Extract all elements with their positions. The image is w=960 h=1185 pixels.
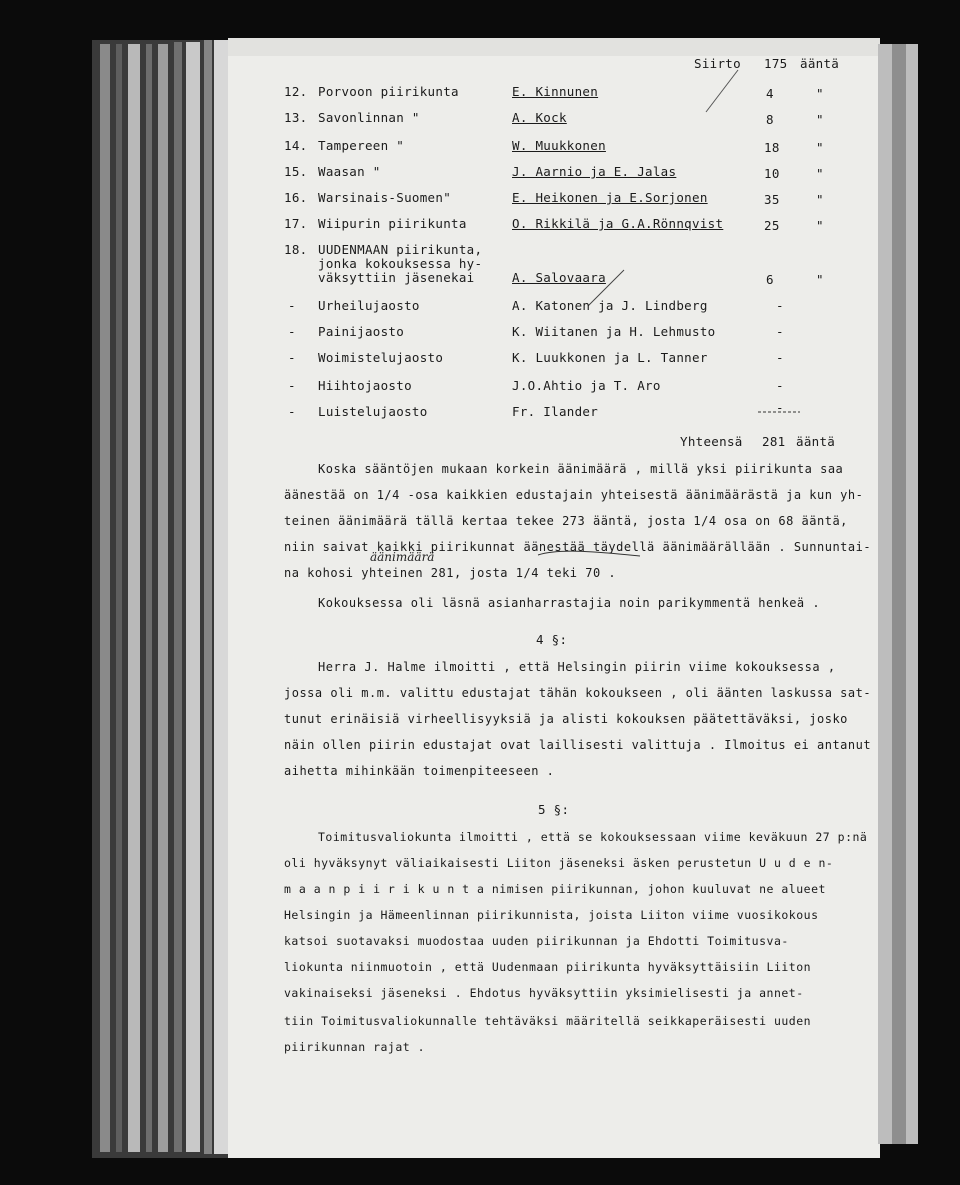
row-number: 14. xyxy=(284,138,308,153)
text-line: teinen äänimäärä tällä kertaa tekee 273 ääntä, josta 1/4 osa on 68 ääntä, xyxy=(284,514,848,528)
text-line: Helsingin ja Hämeenlinnan piirikunnista, joista Liiton viime vuosikokous xyxy=(284,908,819,922)
row-representative: E. Heikonen ja E.Sorjonen xyxy=(512,190,708,205)
row-ditto: " xyxy=(816,272,824,287)
row-representative: Fr. Ilander xyxy=(512,404,599,419)
row-votes: 25 xyxy=(764,218,780,233)
row-ditto: " xyxy=(816,218,824,233)
row-votes: 35 xyxy=(764,192,780,207)
row-organization-line1: UUDENMAAN piirikunta, xyxy=(318,242,483,257)
row-number: 18. xyxy=(284,242,308,257)
total-unit: ääntä xyxy=(796,434,836,449)
row-ditto: " xyxy=(816,140,824,155)
row-number: 16. xyxy=(284,190,308,205)
row-representative: A. Katonen ja J. Lindberg xyxy=(512,298,708,313)
row-organization: Painijaosto xyxy=(318,324,405,339)
text-line: äänestää on 1/4 -osa kaikkien edustajain yhteisestä äänimäärästä ja kun yh- xyxy=(284,488,864,502)
row-representative: K. Wiitanen ja H. Lehmusto xyxy=(512,324,716,339)
section-heading-4: 4 §: xyxy=(536,632,568,647)
text-line: na kohosi yhteinen 281, josta 1/4 teki 70 . xyxy=(284,566,617,580)
row-dash: - xyxy=(288,404,296,419)
text-line: Koska sääntöjen mukaan korkein äänimäärä , millä yksi piirikunta saa xyxy=(318,462,844,476)
text-line: Toimitusvaliokunta ilmoitti , että se kokouksessaan viime keväkuun 27 p:nä xyxy=(318,830,868,844)
row-number: 12. xyxy=(284,84,308,99)
row-organization: Urheilujaosto xyxy=(318,298,420,313)
row-representative: W. Muukkonen xyxy=(512,138,606,153)
row-ditto: " xyxy=(816,86,824,101)
handwritten-correction: äänimäärä xyxy=(370,550,435,564)
row-representative: O. Rikkilä ja G.A.Rönnqvist xyxy=(512,216,724,231)
row-votes: 10 xyxy=(764,166,780,181)
row-representative: J.O.Ahtio ja T. Aro xyxy=(512,378,661,393)
row-votes: - xyxy=(776,324,784,339)
row-representative: A. Kock xyxy=(512,110,567,125)
row-ditto: " xyxy=(816,112,824,127)
row-votes: - xyxy=(776,378,784,393)
row-organization: Porvoon piirikunta xyxy=(318,84,459,99)
row-representative: E. Kinnunen xyxy=(512,84,599,99)
text-line: vakinaiseksi jäseneksi . Ehdotus hyväksyttiin yksimielisesti ja annet- xyxy=(284,986,804,1000)
row-number: 17. xyxy=(284,216,308,231)
text-line: katsoi suotavaksi muodostaa uuden piirikunnan ja Ehdotti Toimitusva- xyxy=(284,934,789,948)
text-line: liokunta niinmuotoin , että Uudenmaan piirikunta hyväksyttäisiin Liiton xyxy=(284,960,812,974)
row-ditto: " xyxy=(816,192,824,207)
row-organization: Woimistelujaosto xyxy=(318,350,444,365)
row-representative: A. Salovaara xyxy=(512,270,606,285)
row-representative: J. Aarnio ja E. Jalas xyxy=(512,164,677,179)
row-organization: Warsinais-Suomen" xyxy=(318,190,452,205)
row-number: 13. xyxy=(284,110,308,125)
section-heading-5: 5 §: xyxy=(538,802,570,817)
row-dash: - xyxy=(288,350,296,365)
total-value: 281 xyxy=(762,434,786,449)
row-representative: K. Luukkonen ja L. Tanner xyxy=(512,350,708,365)
row-organization: Tampereen " xyxy=(318,138,405,153)
row-votes: 18 xyxy=(764,140,780,155)
row-organization: Wiipurin piirikunta xyxy=(318,216,467,231)
row-organization-line2: jonka kokouksessa hy- xyxy=(318,256,483,271)
row-organization-line3: väksyttiin jäsenekai xyxy=(318,270,475,285)
row-votes: - xyxy=(776,400,784,415)
row-organization: Hiihtojaosto xyxy=(318,378,412,393)
row-dash: - xyxy=(288,378,296,393)
siirto-total: 175 xyxy=(764,56,788,71)
row-organization: Savonlinnan " xyxy=(318,110,420,125)
text-line: m a a n p i i r i k u n t a nimisen piirikunnan, johon kuuluvat ne alueet xyxy=(284,882,826,896)
text-line: jossa oli m.m. valittu edustajat tähän kokoukseen , oli äänten laskussa sat- xyxy=(284,686,872,700)
row-organization: Waasan " xyxy=(318,164,381,179)
text-line: tiin Toimitusvaliokunnalle tehtäväksi määritellä seikkaperäisesti uuden xyxy=(284,1014,812,1028)
row-votes: - xyxy=(776,350,784,365)
row-votes: 6 xyxy=(766,272,774,287)
text-line: näin ollen piirin edustajat ovat laillisesti valittuja . Ilmoitus ei antanut xyxy=(284,738,872,752)
text-line: niin saivat kaikki piirikunnat äänestää täydellä äänimäärällään . Sunnuntai- xyxy=(284,540,872,554)
text-line: tunut erinäisiä virheellisyyksiä ja alisti kokouksen päätettäväksi, josko xyxy=(284,712,848,726)
row-votes: - xyxy=(776,298,784,313)
row-number: 15. xyxy=(284,164,308,179)
row-dash: - xyxy=(288,298,296,313)
row-ditto: " xyxy=(816,166,824,181)
row-dash: - xyxy=(288,324,296,339)
text-line: Herra J. Halme ilmoitti , että Helsingin piirin viime kokouksessa , xyxy=(318,660,836,674)
paragraph-attendance: Kokouksessa oli läsnä asianharrastajia noin parikymmentä henkeä . xyxy=(318,596,821,610)
row-votes: 4 xyxy=(766,86,774,101)
siirto-unit: ääntä xyxy=(800,56,840,71)
siirto-label: Siirto xyxy=(694,56,741,71)
text-line: oli hyväksynyt väliaikaisesti Liiton jäseneksi äsken perustetun U u d e n- xyxy=(284,856,834,870)
text-line: piirikunnan rajat . xyxy=(284,1040,426,1054)
row-organization: Luistelujaosto xyxy=(318,404,428,419)
row-votes: 8 xyxy=(766,112,774,127)
total-label: Yhteensä xyxy=(680,434,743,449)
text-line: aihetta mihinkään toimenpiteeseen . xyxy=(284,764,555,778)
